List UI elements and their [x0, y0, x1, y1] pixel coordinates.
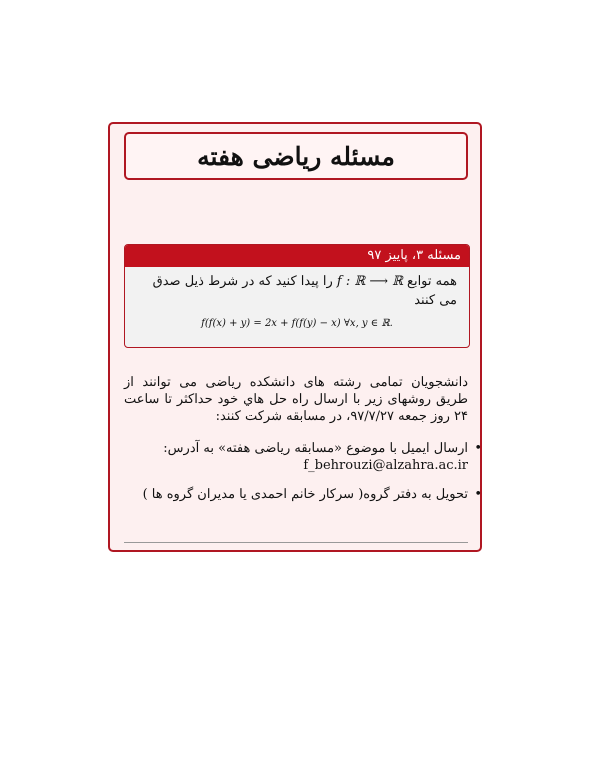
bullet-text: تحویل به دفتر گروه( سرکار خانم احمدی یا مدیران گروه ها ) [142, 487, 468, 502]
email-link[interactable]: f_behrouzi@alzahra.ac.ir [303, 458, 468, 473]
divider [124, 542, 468, 543]
bullet-text: ارسال ایمیل با موضوع «مسابقه ریاضی هفته» به آدرس: [163, 441, 468, 456]
info-paragraph: دانشجویان تمامی رشته های دانشکده ریاضی می توانند از طریق روشهای زیر با ارسال راه حل هاي خود حداکثر تا ساعت ۲۴ روز جمعه ۹۷/۷/۲۷، در مسابقه شرکت کنند: [124, 375, 468, 424]
page-title: مسئله ریاضی هفته [197, 141, 395, 171]
list-item [124, 440, 468, 474]
problem-statement [125, 267, 469, 310]
functional-equation: f(f(x) + y) = 2x + f(f(y) − x) ∀x, y ∈ ℝ. [201, 318, 393, 329]
submission-methods [124, 440, 486, 515]
problem-header: مسئله ۳، پاییز ۹۷ [125, 245, 469, 267]
title-box [124, 132, 468, 180]
problem-text-before: همه توابع [407, 274, 457, 289]
poster [108, 122, 482, 552]
function-signature: f : ℝ ⟶ ℝ [336, 274, 403, 289]
problem-text-after: را پیدا کنید که در شرط ذیل صدق می کنند [152, 274, 457, 308]
problem-box [124, 244, 470, 348]
list-item [124, 486, 468, 503]
